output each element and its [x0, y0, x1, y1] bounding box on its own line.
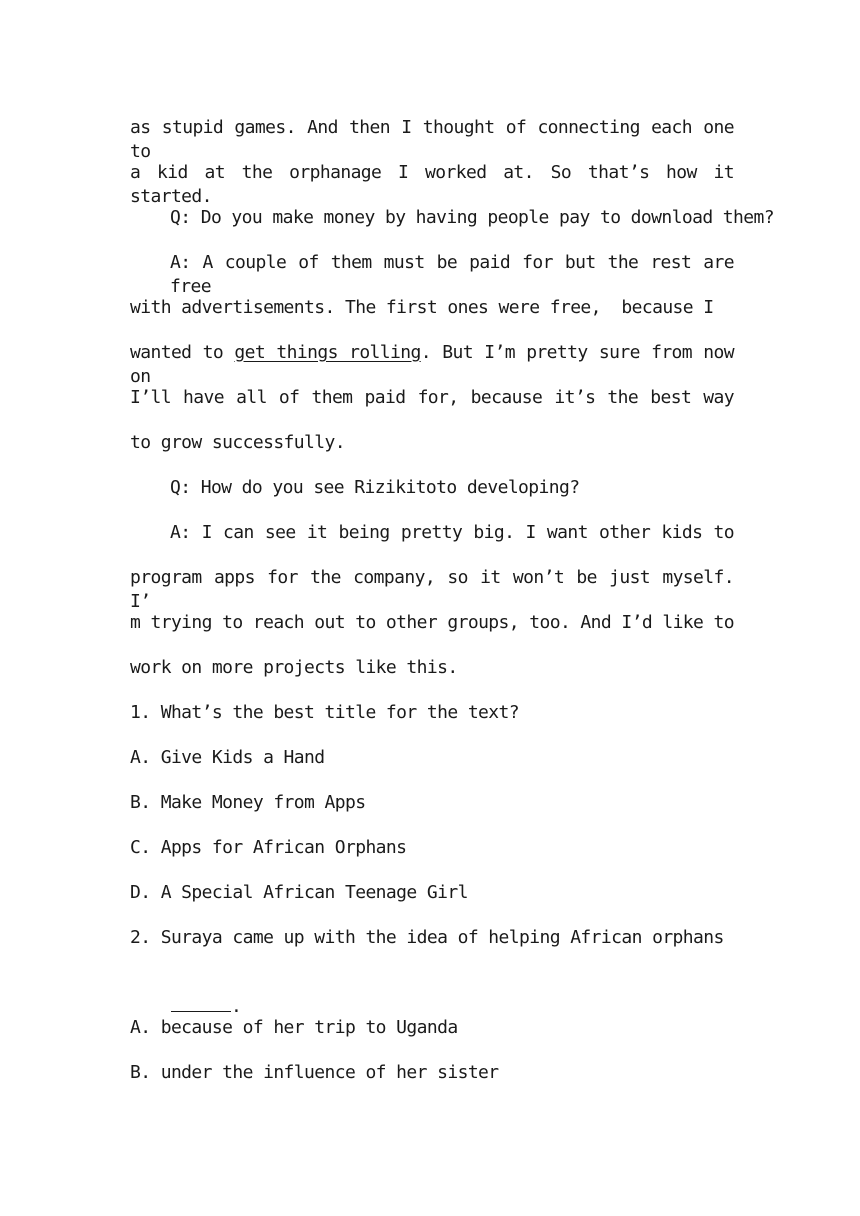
answer-line: A: I can see it being pretty big. I want other kids to: [170, 522, 734, 543]
question-line: Q: How do you see Rizikitoto developing?: [170, 477, 580, 498]
paragraph-line: to grow successfully.: [130, 432, 345, 453]
line-text-before: wanted to: [130, 342, 235, 363]
option-b: B. under the influence of her sister: [130, 1062, 499, 1083]
underlined-phrase: get things rolling: [234, 342, 421, 363]
question-stem: 1. What’s the best title for the text?: [130, 702, 520, 723]
paragraph-line: [130, 341, 735, 387]
answer-line: A: A couple of them must be paid for but the rest are free: [170, 252, 734, 297]
question-line: Q: Do you make money by having people pay to download them?: [170, 207, 774, 228]
answer-blank-line: [130, 971, 734, 1017]
paragraph-line: I’ll have all of them paid for, because it’s the best way: [130, 387, 734, 408]
paragraph-line: work on more projects like this.: [130, 657, 458, 678]
blank-suffix: .: [230, 996, 242, 1017]
answer-blank: [171, 995, 231, 1012]
option-b: B. Make Money from Apps: [130, 792, 366, 813]
question-stem: 2. Suraya came up with the idea of helping African orphans: [130, 927, 724, 948]
paragraph-line: m trying to reach out to other groups, too. And I’d like to: [130, 612, 734, 633]
option-a: A. because of her trip to Uganda: [130, 1017, 458, 1038]
paragraph-line: with advertisements. The first ones were free, because I: [130, 297, 714, 318]
option-a: A. Give Kids a Hand: [130, 747, 325, 768]
paragraph-line: program apps for the company, so it won’t be just myself. I’: [130, 567, 734, 612]
option-d: D. A Special African Teenage Girl: [130, 882, 468, 903]
line-text-after: . But I’m pretty sure from now on: [130, 342, 735, 387]
paragraph-line: as stupid games. And then I thought of connecting each one to: [130, 117, 734, 162]
option-c: C. Apps for African Orphans: [130, 837, 407, 858]
paragraph-line: a kid at the orphanage I worked at. So that’s how it started.: [130, 162, 734, 207]
